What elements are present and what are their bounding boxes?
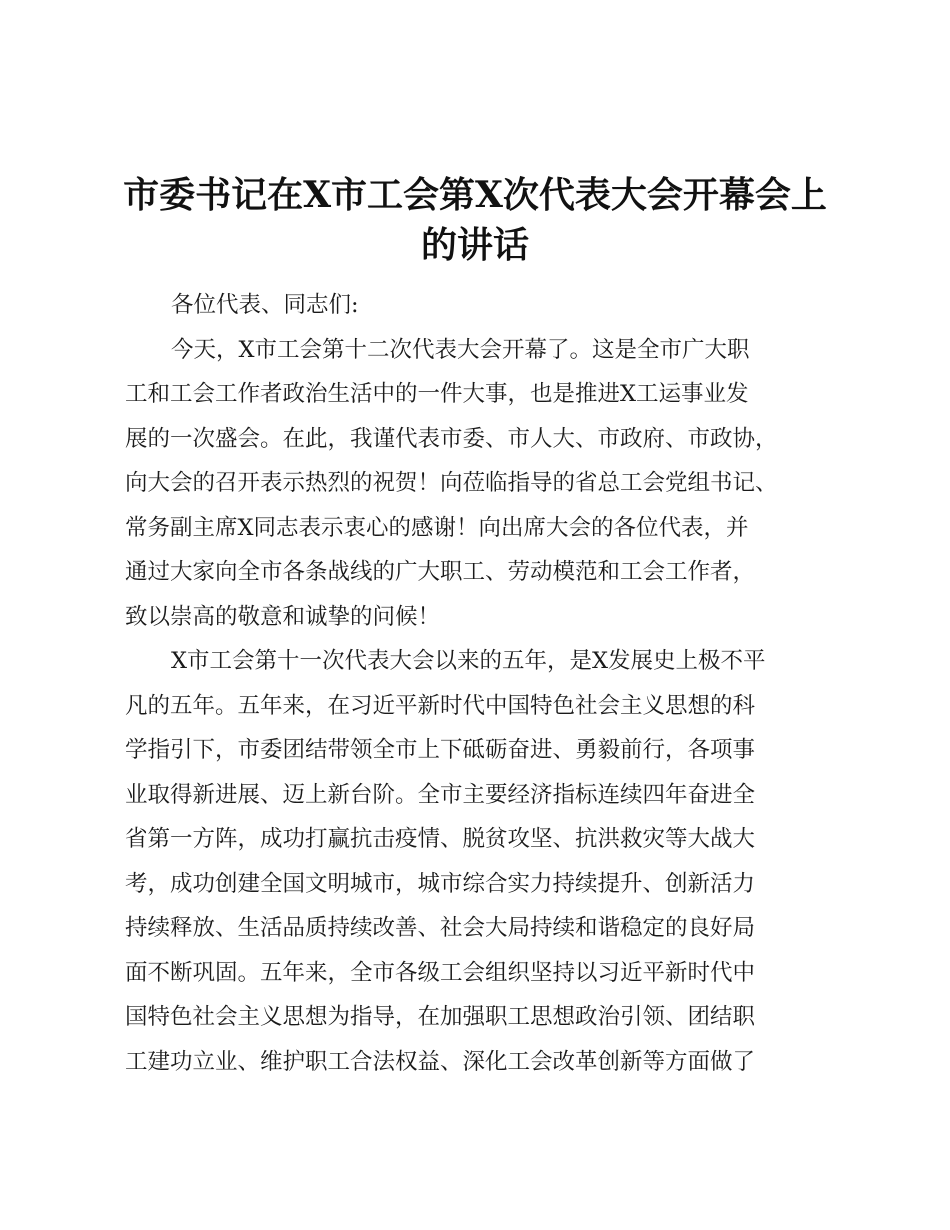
- body-line: 工和工会工作者政治生活中的一件大事，也是推进X工运事业发: [125, 381, 749, 407]
- body-line: 持续释放、生活品质持续改善、社会大局持续和谐稳定的良好局: [125, 915, 756, 941]
- document-body: [125, 283, 835, 1084]
- body-line: 今天，X市工会第十二次代表大会开幕了。这是全市广大职: [171, 336, 750, 363]
- body-line: 考，成功创建全国文明城市，城市综合实力持续提升、创新活力: [125, 870, 756, 897]
- body-line: 省第一方阵，成功打赢抗击疫情、脱贫攻坚、抗洪救灾等大战大: [125, 826, 756, 852]
- body-line: 各位代表、同志们:: [171, 292, 359, 318]
- body-line: 工建功立业、维护职工合法权益、深化工会改革创新等方面做了: [125, 1048, 756, 1075]
- body-line: 常务副主席X同志表示衷心的感谢！向出席大会的各位代表，并: [125, 514, 749, 541]
- body-line: 学指引下，市委团结带领全市上下砥砺奋进、勇毅前行，各项事: [125, 737, 756, 763]
- document-title: [110, 170, 840, 270]
- body-line: 国特色社会主义思想为指导，在加强职工思想政治引领、团结职: [125, 1004, 756, 1030]
- body-line: 展的一次盛会。在此，我谨代表市委、市人大、市政府、市政协，: [125, 425, 778, 452]
- body-line: 致以崇高的敬意和诚挚的问候！: [125, 603, 441, 630]
- body-line: 面不断巩固。五年来，全市各级工会组织坚持以习近平新时代中: [125, 959, 756, 986]
- body-line: 业取得新进展、迈上新台阶。全市主要经济指标连续四年奋进全: [125, 781, 756, 808]
- title-line-2: 的讲话: [420, 224, 529, 266]
- body-line: 向大会的召开表示热烈的祝贺！向莅临指导的省总工会党组书记、: [125, 470, 778, 496]
- body-line: 通过大家向全市各条战线的广大职工、劳动模范和工会工作者，: [125, 559, 756, 585]
- title-line-1: 市委书记在X市工会第X次代表大会开幕会上: [123, 174, 827, 216]
- body-line: X市工会第十一次代表大会以来的五年，是X发展史上极不平: [171, 648, 766, 674]
- body-line: 凡的五年。五年来，在习近平新时代中国特色社会主义思想的科: [125, 692, 756, 719]
